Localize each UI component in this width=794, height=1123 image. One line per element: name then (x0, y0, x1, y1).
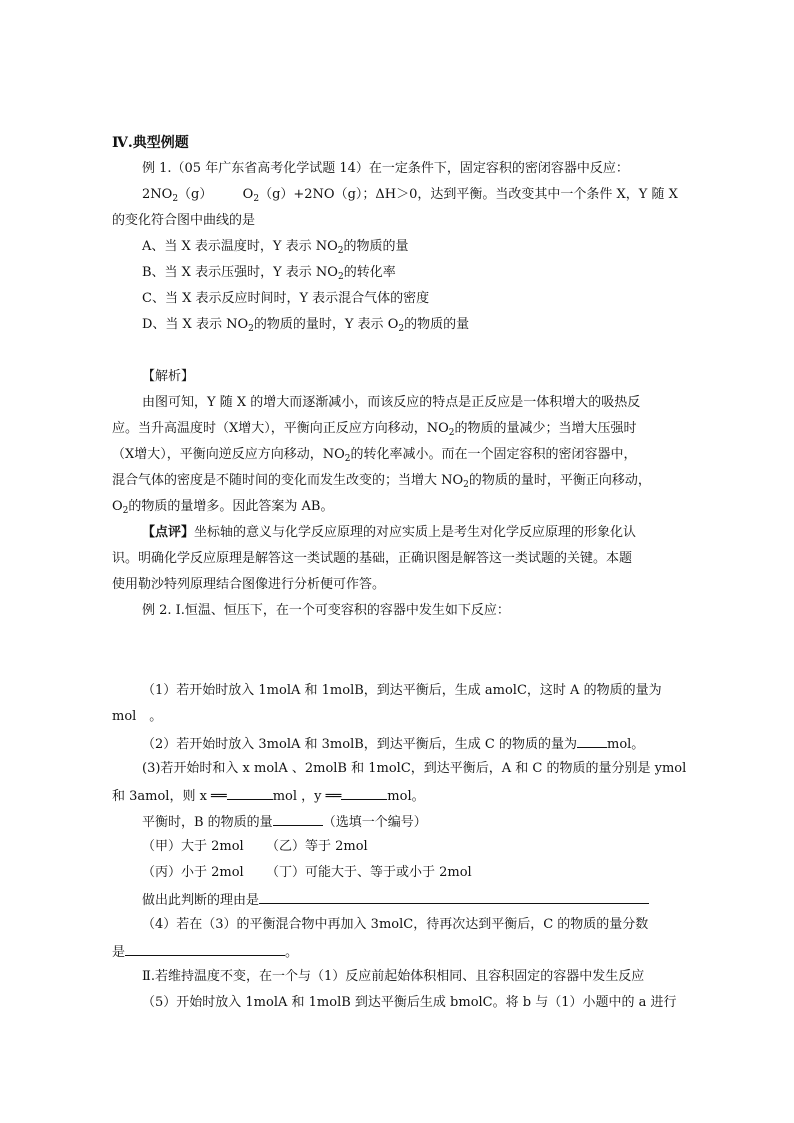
question-3-cont: 和 3amol，则 x ══ mol ，y ══ mol。 (112, 786, 425, 806)
comment-line: 【点评】坐标轴的意义与化学反应原理的对应实质上是考生对化学反应原理的形象化认 (142, 525, 637, 540)
option-b: B、当 X 表示压强时，Y 表示 $NO_2$的转化率 (142, 265, 396, 282)
example-1-stem: 例 1.（05 年广东省高考化学试题 14）在一定条件下，固定容积的密闭容器中反应： (142, 161, 629, 176)
question-1: （1）若开始时放入 1molA 和 1molB，到达平衡后，生成 amolC，这时 A 的物质的量为 (142, 683, 662, 698)
reason-line: 做出此判断的理由是 (142, 890, 649, 910)
answer-blank[interactable] (577, 734, 607, 748)
answer-blank-reason[interactable] (259, 890, 649, 904)
question-3-b: 平衡时，B 的物质的量 （选填一个编号） (142, 812, 427, 832)
analysis-title: 【解析】 (142, 369, 195, 384)
question-2: （2）若开始时放入 3molA 和 3molB，到达平衡后，生成 C 的物质的量为 mol。 (142, 734, 644, 754)
question-4-end: 是 。 (112, 942, 298, 962)
choice-ding: （丁）可能大于、等于或小于 2mol (266, 865, 472, 880)
choice-row (142, 864, 472, 882)
example-2-intro: 例 2. Ⅰ.恒温、恒压下，在一个可变容积的容器中发生如下反应： (142, 603, 510, 618)
option-d: D、当 X 表示 $NO_2$的物质的量时，Y 表示 $O_2$的物质的量 (142, 317, 470, 334)
answer-blank-fraction[interactable] (125, 942, 285, 956)
example-1-stem-end: 的变化符合图中曲线的是 (112, 213, 256, 228)
choice-bing: （丙）小于 2mol (142, 865, 244, 880)
choice-row (142, 838, 368, 856)
analysis-line: （X增大），平衡向逆反应方向移动，$NO_2$的转化率减小。而在一个固定容积的密闭容器中， (112, 447, 637, 464)
answer-blank-x[interactable] (227, 786, 273, 800)
comment-line: 识。明确化学反应原理是解答这一类试题的基础，正确识图是解答这一类试题的关键。本题 (112, 551, 633, 566)
choice-yi: （乙）等于 2mol (266, 839, 368, 854)
analysis-line: 应。当升高温度时（X增大），平衡向正反应方向移动，$NO_2$的物质的量减少；当增大压强时 (112, 421, 637, 438)
option-c: C、当 X 表示反应时间时，Y 表示混合气体的密度 (142, 291, 430, 306)
part-2-intro: Ⅱ.若维持温度不变，在一个与（1）反应前起始体积相同、且容积固定的容器中发生反应 (142, 969, 645, 984)
comment-line: 使用勒沙特列原理结合图像进行分析便可作答。 (112, 577, 386, 592)
analysis-line: $O_2$的物质的量增多。因此答案为 AB。 (112, 499, 334, 516)
choice-jia: （甲）大于 2mol (142, 839, 244, 854)
answer-blank-y[interactable] (341, 786, 387, 800)
section-heading: Ⅳ.典型例题 (112, 135, 189, 151)
analysis-line: 混合气体的密度是不随时间的变化而发生改变的；当增大 $NO_2$的物质的量时，平衡正向移动， (112, 473, 651, 490)
analysis-line: 由图可知，Y 随 X 的增大而逐渐减小，而该反应的特点是正反应是一体积增大的吸热反 (142, 395, 641, 410)
question-4: （4）若在（3）的平衡混合物中再加入 3molC，待再次达到平衡后，C 的物质的量分数 (142, 917, 649, 932)
question-5: （5）开始时放入 1molA 和 1molB 到达平衡后生成 bmolC。将 b 与（1）小题中的 a 进行 (142, 995, 677, 1010)
option-a: A、当 X 表示温度时，Y 表示 $NO_2$的物质的量 (142, 239, 409, 256)
example-1-equation: $2NO_2(g)$ $O_2(g)+2NO(g)$；ΔH＞0，达到平衡。当改变其中一个条件 X，Y 随 X (142, 187, 678, 204)
answer-blank-b[interactable] (273, 812, 323, 826)
question-3: (3)若开始时和入 x molA 、2molB 和 1molC，到达平衡后，A 和 C 的物质的量分别是 ymol (142, 761, 687, 776)
question-1-end: mol 。 (112, 709, 163, 724)
comment-title: 【点评】 (142, 525, 195, 540)
